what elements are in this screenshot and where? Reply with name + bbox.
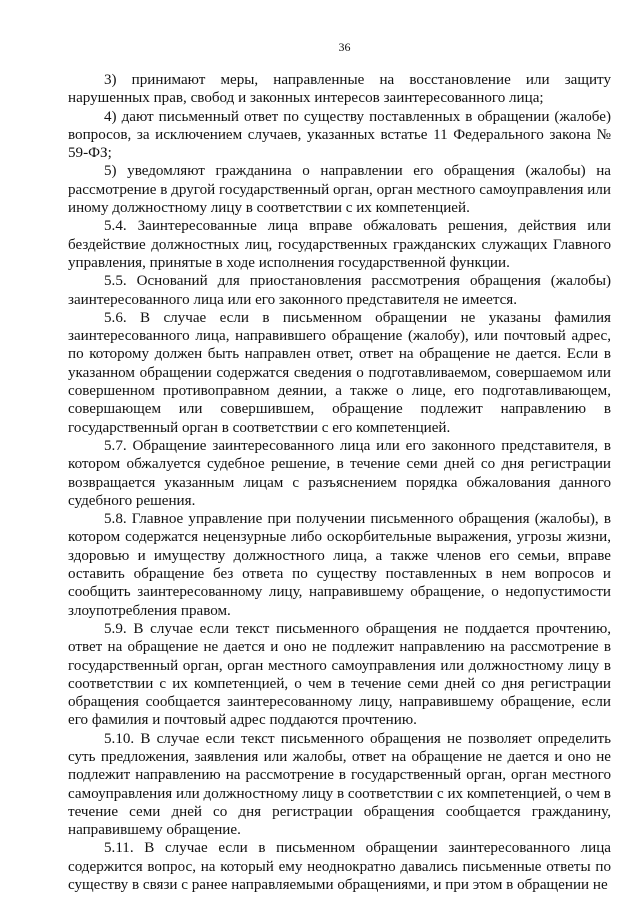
paragraph-item-4: 4) дают письменный ответ по существу поставленных в обращении (жалобе) вопросов, за исключением случаев, указанных встатье 11 Федерального закона № 59-ФЗ; (68, 108, 611, 162)
paragraph-item-3: 3) принимают меры, направленные на восстановление или защиту нарушенных прав, свобод и законных интересов заинтересованного лица; (68, 72, 611, 107)
paragraph-5-9: 5.9. В случае если текст письменного обращения не поддается прочтению, ответ на обращение не дается и оно не подлежит направлению на рассмотрение в государственный орган, орган местного самоуправления или должностному лицу в соответствии с их компетенцией, о чем в течение семи дней со дня регистрации обращения сообщается заинтересованному лицу, направившему обращение, если его фамилия и почтовый адрес поддаются прочтению. (68, 620, 611, 729)
paragraph-5-11: 5.11. В случае если в письменном обращении заинтересованного лица содержится вопрос, на который ему неоднократно давались письменные ответы по существу в связи с ранее направляемыми обращениями, и при этом в обращении не (68, 840, 611, 894)
paragraph-5-10: 5.10. В случае если текст письменного обращения не позволяет определить суть предложения, заявления или жалобы, ответ на обращение не дается и оно не подлежит направлению на рассмотрение в государственный орган, орган местного самоуправления или должностному лицу в соответствии с их компетенцией, о чем в течение семи дней со дня регистрации обращения сообщается гражданину, направившему обращение. (68, 730, 611, 839)
paragraph-item-5: 5) уведомляют гражданина о направлении его обращения (жалобы) на рассмотрение в другой государственный орган, орган местного самоуправления или иному должностному лицу в соответствии с их компетенцией. (68, 163, 611, 217)
paragraph-5-5: 5.5. Оснований для приостановления рассмотрения обращения (жалобы) заинтересованного лица или его законного представителя не имеется. (68, 273, 611, 308)
page-number: 36 (338, 40, 351, 54)
paragraph-5-6: 5.6. В случае если в письменном обращении не указаны фамилия заинтересованного лица, направившего обращение (жалобу), или почтовый адрес, по которому должен быть направлен ответ, ответ на обращение не дается. Если в указанном обращении содержатся сведения о подготавливаемом, совершаемом или совершенном противоправном деянии, а также о лице, его подготавливающем, совершающем или совершившем, обращение подлежит направлению в государственный орган в соответствии с его компетенцией. (68, 309, 611, 436)
paragraph-5-8: 5.8. Главное управление при получении письменного обращения (жалобы), в котором содержатся нецензурные либо оскорбительные выражения, угрозы жизни, здоровью и имуществу должностного лица, а также членов его семьи, вправе оставить обращение без ответа по существу поставленных в нем вопросов и сообщить заинтересованному лицу, направившему обращение, о недопустимости злоупотребления правом. (68, 511, 611, 619)
paragraph-5-4: 5.4. Заинтересованные лица вправе обжаловать решения, действия или бездействие должностных лиц, государственных гражданских служащих Главного управления, принятые в ходе исполнения государственной функции. (68, 218, 611, 271)
document-body (68, 71, 611, 894)
paragraph-5-7: 5.7. Обращение заинтересованного лица или его законного представителя, в котором обжалуется судебное решение, в течение семи дней со дня регистрации возвращается указанным лицам с разъяснением порядка обжалования данного судебного решения. (68, 437, 611, 509)
